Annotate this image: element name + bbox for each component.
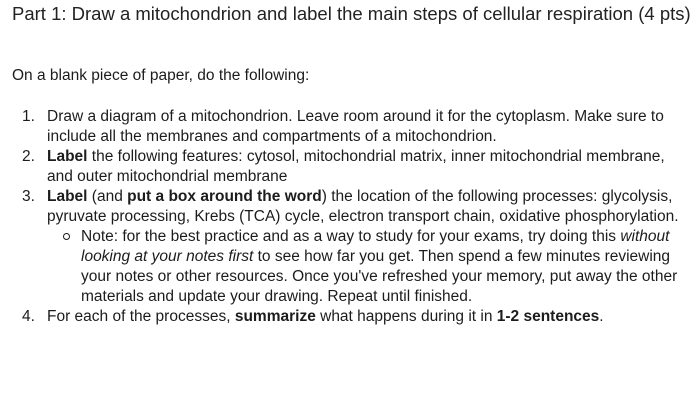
instruction-list xyxy=(0,107,690,327)
item-number: 2. xyxy=(22,148,35,165)
list-item xyxy=(0,307,690,327)
note-text: Note: for the best practice and as a way to study for your exams, try doing this xyxy=(81,228,621,245)
intro-text: On a blank piece of paper, do the following: xyxy=(12,67,310,84)
list-item xyxy=(0,147,690,187)
item-number: 4. xyxy=(22,308,35,325)
list-item xyxy=(0,187,690,307)
item-number: 3. xyxy=(22,188,35,205)
item-text: For each of the processes, xyxy=(47,308,235,325)
note-item xyxy=(47,227,690,307)
note-text: to see how far you get. Then spend a few minutes reviewing your notes or other resources. Once you've refreshed your memory, put away the other materials and update your drawing. Repeat until finished. xyxy=(81,248,678,305)
page-title: Part 1: Draw a mitochondrion and label the main steps of cellular respiration (4 pts) xyxy=(12,3,691,24)
item-bold-text: summarize xyxy=(234,308,316,325)
item-bold-text: Label xyxy=(47,188,88,205)
item-text: Draw a diagram of a mitochondrion. Leave room around it for the cytoplasm. Make sure to include all the membranes and compartments of a mitochondrion. xyxy=(47,108,664,145)
note-italic-text: without looking at your notes first xyxy=(81,228,670,265)
item-bold-text: 1-2 sentences xyxy=(496,308,600,325)
item-text: (and xyxy=(87,188,128,205)
item-bold-text: put a box around the word xyxy=(127,188,322,205)
item-text: ) the location of the following processes: glycolysis, pyruvate processing, Krebs (TCA) cycle, electron transport chain, oxidative phosphorylation. xyxy=(47,188,679,225)
item-text: what happens during it in xyxy=(315,308,497,325)
list-item xyxy=(0,107,690,147)
item-bold-text: Label xyxy=(47,148,88,165)
item-text: the following features: cytosol, mitochondrial matrix, inner mitochondrial membrane, and outer mitochondrial membrane xyxy=(47,148,665,185)
item-text: . xyxy=(599,308,604,325)
item-number: 1. xyxy=(22,108,35,125)
hollow-bullet-icon xyxy=(63,233,70,240)
